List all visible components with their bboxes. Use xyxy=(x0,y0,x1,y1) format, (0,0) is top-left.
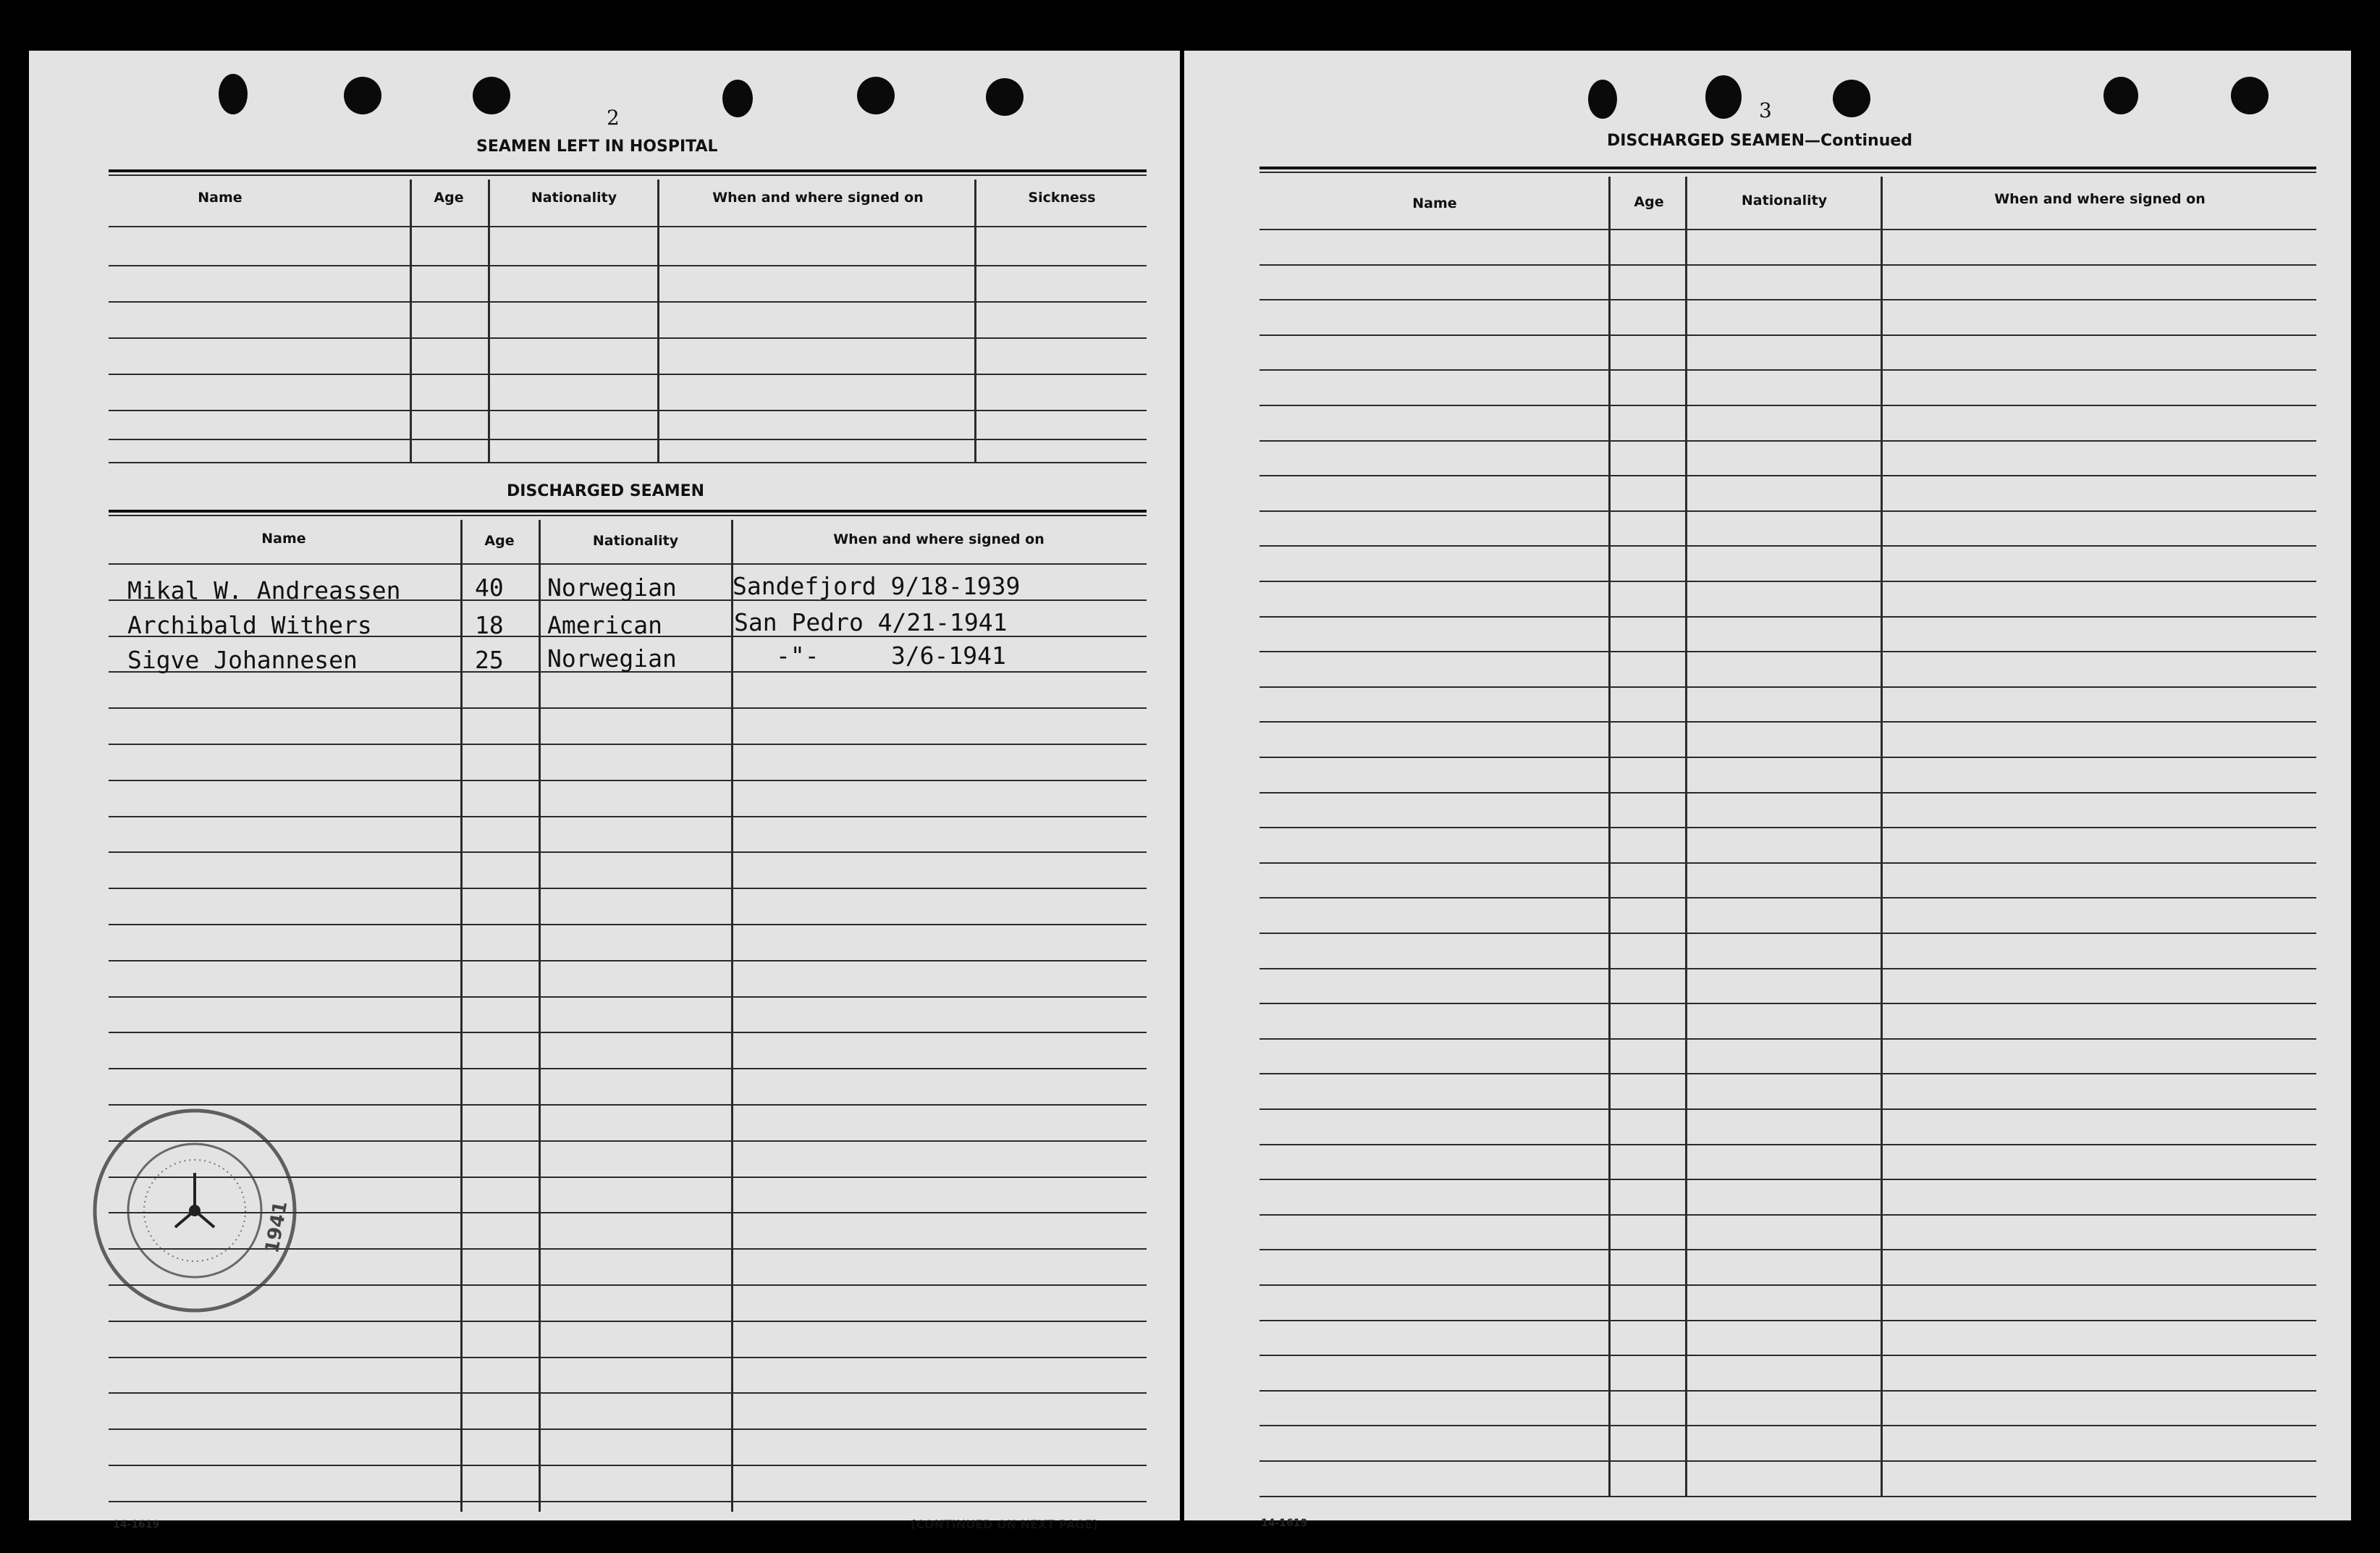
ruled-line xyxy=(1259,405,2316,406)
column-header-age: Age xyxy=(484,533,515,549)
ruled-line xyxy=(109,888,1147,889)
seaman-name: Sigve Johannesen xyxy=(127,646,358,674)
form-number: 14-1619 xyxy=(113,1519,160,1531)
ruled-line xyxy=(1259,1284,2316,1286)
ruled-line xyxy=(109,744,1147,745)
page-number: 2 xyxy=(607,106,620,130)
ruled-line xyxy=(1259,229,2316,230)
ruled-line xyxy=(1259,369,2316,371)
ruled-line xyxy=(1259,616,2316,618)
ruled-line xyxy=(1259,1179,2316,1180)
ruled-line xyxy=(1259,1003,2316,1004)
left-page xyxy=(29,51,1180,1531)
stamp-date: 1941 xyxy=(261,1199,292,1255)
binder-hole xyxy=(344,77,381,114)
binder-hole xyxy=(1705,75,1742,119)
seaman-signed-on: San Pedro 4/21-1941 xyxy=(734,608,1008,636)
ruled-line xyxy=(1259,1355,2316,1356)
ruled-line xyxy=(1259,475,2316,476)
ruled-line xyxy=(1259,1249,2316,1250)
continued-note: (CONTINUED ON NEXT PAGE) xyxy=(911,1518,1098,1531)
binder-hole xyxy=(219,74,248,114)
ruled-line xyxy=(1259,897,2316,898)
seaman-nationality: Norwegian xyxy=(547,644,677,673)
seaman-age: 25 xyxy=(475,646,504,674)
ruled-line xyxy=(109,924,1147,925)
ruled-line xyxy=(1259,510,2316,512)
ruled-line xyxy=(109,996,1147,998)
seaman-nationality: Norwegian xyxy=(547,573,677,602)
section-title-discharged-continued: DISCHARGED SEAMEN—Continued xyxy=(1607,132,1913,150)
ruled-line xyxy=(109,780,1147,781)
ruled-line xyxy=(109,1501,1147,1502)
ruled-line xyxy=(109,1321,1147,1322)
column-header-age: Age xyxy=(1634,194,1664,210)
binder-hole xyxy=(1833,80,1870,117)
ruled-line xyxy=(1259,757,2316,758)
ruled-line xyxy=(1259,1073,2316,1074)
ruled-line xyxy=(1259,545,2316,547)
ruled-line xyxy=(1259,581,2316,582)
ruled-line xyxy=(1259,651,2316,652)
seaman-name: Archibald Withers xyxy=(127,611,372,639)
ruled-line xyxy=(1259,721,2316,723)
column-header-signed-on: When and where signed on xyxy=(833,531,1045,547)
column-header-name: Name xyxy=(261,531,306,547)
seaman-nationality: American xyxy=(547,611,662,639)
binder-hole xyxy=(2103,77,2138,114)
ruled-line xyxy=(1259,862,2316,864)
ruled-line xyxy=(1259,933,2316,934)
binder-hole xyxy=(722,80,753,117)
ruled-line xyxy=(1259,1496,2316,1497)
ruled-line xyxy=(1259,968,2316,969)
ruled-line xyxy=(109,1032,1147,1033)
column-header-nationality: Nationality xyxy=(1741,193,1828,209)
column-header-nationality: Nationality xyxy=(531,190,617,206)
ruled-line xyxy=(1259,299,2316,300)
ruled-line xyxy=(109,1428,1147,1430)
column-header-signed-on: When and where signed on xyxy=(712,190,924,206)
ruled-line xyxy=(109,1465,1147,1466)
section-title-hospital: SEAMEN LEFT IN HOSPITAL xyxy=(476,138,718,156)
ruled-line xyxy=(1259,440,2316,442)
ruled-line xyxy=(109,816,1147,817)
right-page xyxy=(1184,51,2351,1529)
ruled-line xyxy=(1259,1425,2316,1426)
ruled-line xyxy=(1259,827,2316,828)
binder-hole xyxy=(857,77,895,114)
ruled-line xyxy=(109,563,1147,565)
seaman-name: Mikal W. Andreassen xyxy=(127,576,401,605)
binder-hole xyxy=(473,77,510,114)
binder-hole xyxy=(1588,80,1617,119)
ruled-line xyxy=(109,1392,1147,1394)
column-header-sickness: Sickness xyxy=(1028,190,1096,206)
seaman-age: 40 xyxy=(475,573,504,602)
ruled-line xyxy=(1259,1038,2316,1040)
ruled-line xyxy=(109,1357,1147,1358)
column-header-age: Age xyxy=(434,190,464,206)
column-header-nationality: Nationality xyxy=(592,533,679,549)
binder-hole xyxy=(986,78,1024,116)
ruled-line xyxy=(1259,792,2316,794)
ruled-line xyxy=(1259,1108,2316,1110)
ruled-line xyxy=(1259,1144,2316,1145)
binder-hole xyxy=(2231,77,2269,114)
section-title-discharged: DISCHARGED SEAMEN xyxy=(507,482,705,500)
seaman-age: 18 xyxy=(475,611,504,639)
column-header-name: Name xyxy=(198,190,242,206)
ruled-line xyxy=(1259,1460,2316,1462)
ruled-line xyxy=(1259,1390,2316,1392)
form-number: 14-1619 xyxy=(1261,1518,1308,1529)
ruled-line xyxy=(1259,686,2316,688)
ruled-line xyxy=(1259,1214,2316,1216)
seaman-signed-on: -"- 3/6-1941 xyxy=(776,641,1006,670)
ruled-line xyxy=(1259,334,2316,336)
ruled-line xyxy=(1259,1320,2316,1321)
page-number: 3 xyxy=(1759,98,1772,122)
ruled-line xyxy=(109,851,1147,853)
ruled-line xyxy=(109,1068,1147,1069)
ruled-line xyxy=(109,960,1147,961)
seaman-signed-on: Sandefjord 9/18-1939 xyxy=(733,572,1021,600)
ruled-line xyxy=(109,707,1147,709)
column-header-name: Name xyxy=(1412,195,1457,211)
column-header-signed-on: When and where signed on xyxy=(1994,191,2206,207)
ruled-line xyxy=(1259,264,2316,266)
